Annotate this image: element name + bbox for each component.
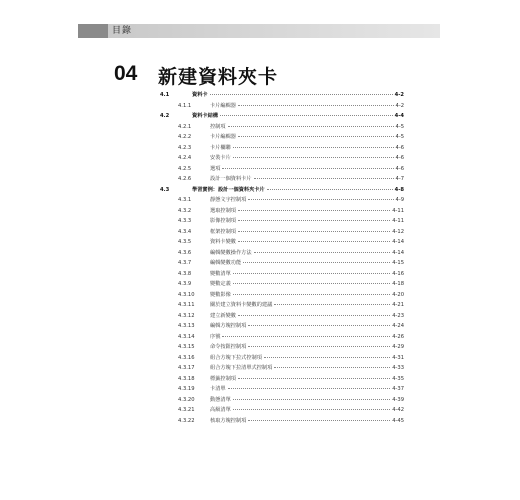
toc-page-number: 4-35 [392, 375, 404, 382]
dot-leader [274, 367, 390, 368]
toc-page-number: 4-29 [392, 344, 404, 350]
dot-leader [233, 399, 390, 400]
toc-page-number: 4-6 [395, 155, 404, 161]
toc-entry-title: 編輯變數功能 [210, 260, 242, 266]
chapter-number: 04 [114, 62, 138, 85]
toc-entry-row[interactable] [150, 258, 404, 269]
toc-page-number: 4-37 [392, 386, 404, 392]
toc-entry-number: 4.3.18 [178, 375, 195, 382]
dot-leader [233, 273, 390, 274]
dot-leader [233, 294, 390, 295]
toc-entry-row[interactable] [150, 405, 404, 416]
toc-section-row[interactable] [150, 111, 404, 122]
dot-leader [254, 252, 391, 253]
toc-entry-number: 4.2.2 [178, 134, 192, 140]
toc-page-number: 4-45 [392, 417, 404, 424]
toc-page-number: 4-15 [392, 260, 404, 266]
toc-entry-title: 變數清單 [210, 270, 231, 277]
toc-page-number: 4-14 [392, 249, 404, 256]
toc-entry-title: 命令按鈕控制項 [210, 344, 247, 350]
toc-page-number: 4-18 [392, 281, 404, 287]
dot-leader [248, 420, 390, 421]
toc-entry-title: 變數影像 [210, 291, 231, 298]
toc-entry-number: 4.3 [160, 186, 170, 193]
toc-entry-title: 編輯方塊控制項 [210, 323, 247, 329]
header-accent-block [78, 24, 108, 38]
dot-leader [233, 409, 390, 410]
header-bar [78, 24, 440, 38]
toc-entry-number: 4.2.3 [178, 144, 192, 151]
toc-page-number: 4-12 [392, 228, 404, 235]
toc-entry-number: 4.2 [160, 113, 170, 119]
toc-entry-number: 4.1.1 [178, 102, 192, 109]
toc-page-number: 4-31 [392, 354, 404, 361]
dot-leader [238, 210, 390, 211]
toc-entry-row[interactable] [150, 237, 404, 248]
toc-entry-title: 編輯變數操作方法 [210, 249, 252, 256]
dot-leader [222, 168, 393, 169]
toc-entry-number: 4.3.2 [178, 207, 192, 214]
dot-leader [238, 315, 390, 316]
toc-entry-row[interactable] [150, 363, 404, 374]
toc-entry-title: 標籤控制項 [210, 375, 236, 382]
toc-entry-row[interactable] [150, 384, 404, 395]
toc-page-number: 4-2 [394, 92, 404, 98]
toc-entry-number: 4.3.16 [178, 354, 195, 361]
toc-entry-title: 卡片欄聯 [210, 144, 231, 151]
dot-leader [228, 388, 391, 389]
toc-entry-row[interactable] [150, 332, 404, 343]
toc-page-number: 4-20 [392, 291, 404, 298]
toc-entry-number: 4.3.9 [178, 281, 192, 287]
toc-entry-title: 影像控制項 [210, 218, 236, 224]
chapter-title: 新建資料夾卡 [158, 66, 279, 88]
toc-page-number: 4-21 [392, 302, 404, 308]
toc-entry-number: 4.3.3 [178, 218, 192, 224]
toc-entry-title: 安裝卡片 [210, 155, 231, 161]
toc-entry-row[interactable] [150, 416, 404, 427]
toc-page-number: 4-26 [392, 333, 404, 340]
toc-entry-number: 4.3.15 [178, 344, 195, 350]
toc-entry-number: 4.3.20 [178, 396, 195, 403]
toc-page-number: 4-14 [392, 239, 404, 245]
dot-leader [238, 220, 390, 221]
toc-entry-row[interactable] [150, 311, 404, 322]
dot-leader [238, 378, 390, 379]
toc-entry-title: 關於建立資料卡變數的建議 [210, 302, 273, 308]
toc-page-number: 4-33 [392, 365, 404, 371]
toc-entry-title: 控制項 [210, 123, 226, 130]
dot-leader [243, 262, 390, 263]
toc-entry-number: 4.3.8 [178, 270, 192, 277]
dot-leader [228, 126, 394, 127]
toc-page-number: 4-9 [395, 197, 404, 203]
toc-entry-number: 4.2.6 [178, 176, 192, 182]
toc-entry-row[interactable] [150, 174, 404, 185]
toc-entry-number: 4.2.1 [178, 123, 192, 130]
toc-entry-title: 設計一個資料卡片 [210, 176, 252, 182]
toc-entry-number: 4.3.10 [178, 291, 195, 298]
toc-entry-title: 卡清單 [210, 386, 226, 392]
dot-leader [264, 357, 390, 358]
toc-entry-title: 資料卡結構 [192, 113, 218, 119]
toc-entry-title: 資料卡變數 [210, 239, 236, 245]
dot-leader [233, 147, 394, 148]
toc-entry-number: 4.3.5 [178, 239, 192, 245]
toc-entry-row[interactable] [150, 216, 404, 227]
toc-entry-number: 4.3.21 [178, 407, 195, 413]
toc-entry-row[interactable] [150, 353, 404, 364]
dot-leader [267, 189, 393, 190]
toc-page-number: 4-39 [392, 396, 404, 403]
toc-page-number: 4-5 [395, 123, 404, 130]
dot-leader [238, 105, 394, 106]
toc-entry-row[interactable] [150, 122, 404, 133]
toc-entry-row[interactable] [150, 164, 404, 175]
toc-entry-row[interactable] [150, 342, 404, 353]
toc-page-number: 4-2 [395, 102, 404, 109]
toc-page-number: 4-11 [392, 218, 404, 224]
toc-section-row[interactable] [150, 185, 404, 196]
toc-entry-row[interactable] [150, 143, 404, 154]
toc-page-number: 4-24 [392, 323, 404, 329]
toc-entry-row[interactable] [150, 290, 404, 301]
toc-page-number: 4-8 [394, 186, 404, 193]
toc-page-number: 4-42 [392, 407, 404, 413]
toc-entry-title: 卡片編輯器 [210, 134, 236, 140]
dot-leader [248, 346, 390, 347]
toc-entry-title: 變數定義 [210, 281, 231, 287]
toc-entry-title: 靜態文字控制項 [210, 197, 247, 203]
toc-page-number: 4-7 [395, 176, 404, 182]
toc-entry-title: 學習實例：設計一個資料夾卡片 [192, 186, 265, 193]
toc-page-number: 4-4 [394, 113, 404, 119]
dot-leader [248, 325, 390, 326]
toc-entry-title: 動態清單 [210, 396, 231, 403]
dot-leader [233, 283, 390, 284]
toc-entry-row[interactable] [150, 153, 404, 164]
toc-entry-title: 序號 [210, 333, 221, 340]
header-label: 目錄 [112, 26, 133, 36]
toc-entry-title: 選取控制項 [210, 207, 236, 214]
dot-leader [254, 178, 394, 179]
dot-leader [248, 199, 393, 200]
toc-page-number: 4-11 [392, 207, 404, 214]
toc-entry-title: 組合方塊下拉清單式控制項 [210, 365, 273, 371]
toc-entry-row[interactable] [150, 195, 404, 206]
dot-leader [238, 136, 394, 137]
toc-entry-number: 4.3.7 [178, 260, 192, 266]
toc-entry-number: 4.3.6 [178, 249, 192, 256]
dot-leader [222, 336, 390, 337]
toc-entry-title: 卡片編輯器 [210, 102, 236, 109]
toc-page-number: 4-6 [395, 165, 404, 172]
toc-entry-title: 資料卡 [192, 92, 208, 98]
toc-entry-number: 4.3.11 [178, 302, 195, 308]
toc-entry-row[interactable] [150, 279, 404, 290]
toc-entry-number: 4.3.17 [178, 365, 195, 371]
toc-page-number: 4-5 [395, 134, 404, 140]
toc-page-number: 4-6 [395, 144, 404, 151]
toc-entry-title: 框架控制項 [210, 228, 236, 235]
dot-leader [220, 115, 393, 116]
toc-page-number: 4-23 [392, 312, 404, 319]
toc-entry-row[interactable] [150, 132, 404, 143]
toc-entry-number: 4.3.12 [178, 312, 195, 319]
toc-entry-row[interactable] [150, 206, 404, 217]
table-of-contents [150, 90, 404, 426]
dot-leader [238, 241, 390, 242]
toc-entry-number: 4.2.4 [178, 155, 192, 161]
toc-entry-number: 4.3.19 [178, 386, 195, 392]
toc-entry-row[interactable] [150, 269, 404, 280]
toc-entry-title: 高級清單 [210, 407, 231, 413]
toc-entry-row[interactable] [150, 395, 404, 406]
toc-entry-number: 4.3.22 [178, 417, 195, 424]
dot-leader [233, 157, 394, 158]
toc-entry-title: 選項 [210, 165, 221, 172]
dot-leader [274, 304, 390, 305]
toc-entry-number: 4.3.13 [178, 323, 195, 329]
toc-entry-title: 建立新變數 [210, 312, 236, 319]
toc-entry-title: 組合方塊下拉式控制項 [210, 354, 262, 361]
toc-entry-number: 4.3.4 [178, 228, 192, 235]
toc-entry-row[interactable] [150, 374, 404, 385]
toc-entry-number: 4.2.5 [178, 165, 192, 172]
toc-section-row[interactable] [150, 90, 404, 101]
toc-page-number: 4-16 [392, 270, 404, 277]
toc-entry-number: 4.1 [160, 92, 170, 98]
toc-entry-row[interactable] [150, 321, 404, 332]
toc-entry-row[interactable] [150, 101, 404, 112]
toc-entry-row[interactable] [150, 248, 404, 259]
toc-entry-row[interactable] [150, 300, 404, 311]
dot-leader [210, 94, 393, 95]
toc-entry-number: 4.3.1 [178, 197, 192, 203]
toc-entry-title: 核取方塊控制項 [210, 417, 247, 424]
dot-leader [238, 231, 390, 232]
toc-entry-row[interactable] [150, 227, 404, 238]
toc-entry-number: 4.3.14 [178, 333, 195, 340]
